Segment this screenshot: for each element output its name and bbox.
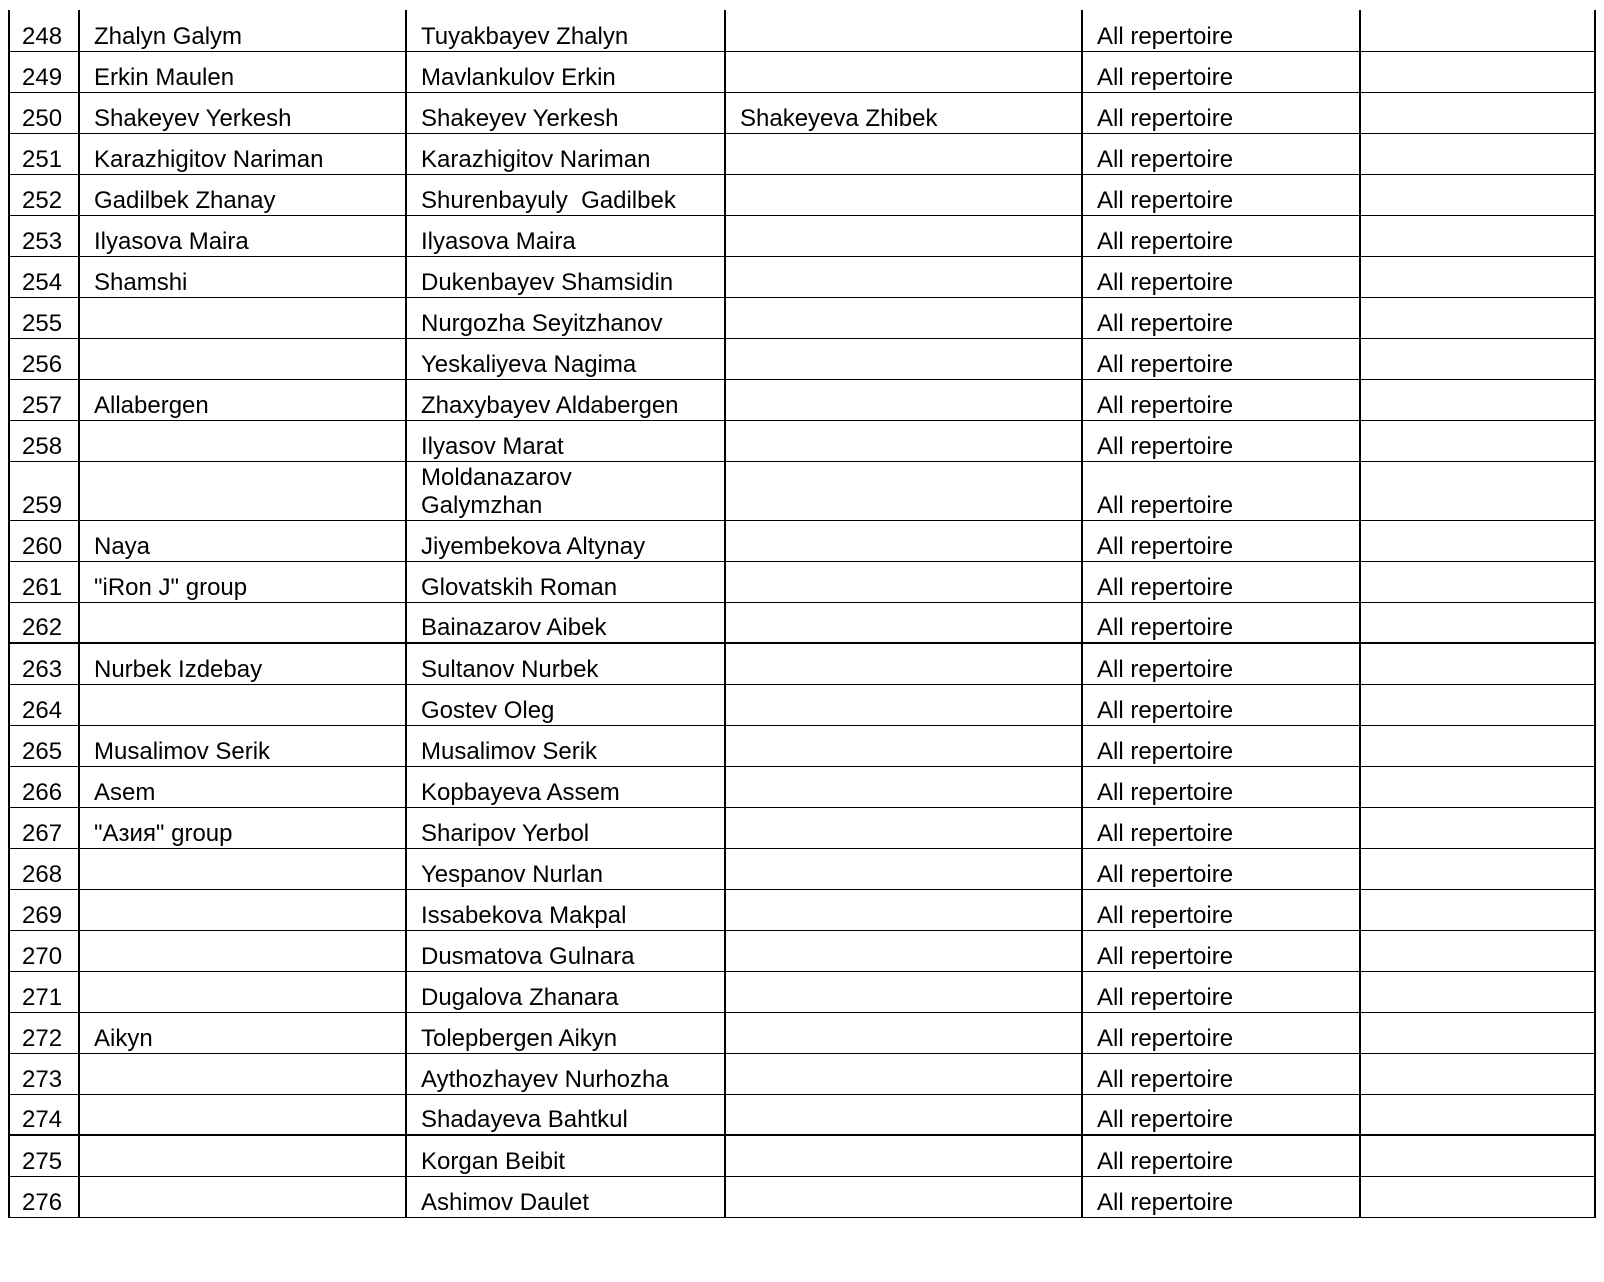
author-name-cell: Mavlankulov Erkin <box>406 51 725 92</box>
repertoire-cell: All repertoire <box>1082 379 1360 420</box>
co-holder-cell <box>725 461 1082 520</box>
author-name-cell: Jiyembekova Altynay <box>406 520 725 561</box>
pseudonym-cell <box>79 1053 406 1094</box>
author-name-cell: Tolepbergen Aikyn <box>406 1012 725 1053</box>
rights-holders-table <box>8 10 1596 1218</box>
co-holder-cell <box>725 684 1082 725</box>
row-number: 254 <box>9 256 79 297</box>
co-holder-cell <box>725 725 1082 766</box>
row-number: 264 <box>9 684 79 725</box>
table-row <box>9 10 1595 51</box>
pseudonym-cell: Shakeyev Yerkesh <box>79 92 406 133</box>
pseudonym-cell <box>79 338 406 379</box>
pseudonym-cell <box>79 1094 406 1135</box>
pseudonym-cell: Ilyasova Maira <box>79 215 406 256</box>
pseudonym-cell: Erkin Maulen <box>79 51 406 92</box>
co-holder-cell <box>725 379 1082 420</box>
row-number: 248 <box>9 10 79 51</box>
co-holder-cell <box>725 1176 1082 1217</box>
row-number: 262 <box>9 602 79 643</box>
pseudonym-cell <box>79 848 406 889</box>
row-number: 268 <box>9 848 79 889</box>
author-name-cell: Sharipov Yerbol <box>406 807 725 848</box>
note-cell <box>1360 684 1595 725</box>
table-row <box>9 461 1595 520</box>
author-name-cell: Gostev Oleg <box>406 684 725 725</box>
table-row <box>9 725 1595 766</box>
repertoire-cell: All repertoire <box>1082 92 1360 133</box>
co-holder-cell <box>725 561 1082 602</box>
author-name-cell: Aythozhayev Nurhozha <box>406 1053 725 1094</box>
row-number: 273 <box>9 1053 79 1094</box>
note-cell <box>1360 889 1595 930</box>
author-name-cell: Nurgozha Seyitzhanov <box>406 297 725 338</box>
table-row <box>9 338 1595 379</box>
table-row <box>9 1176 1595 1217</box>
row-number: 251 <box>9 133 79 174</box>
note-cell <box>1360 338 1595 379</box>
note-cell <box>1360 420 1595 461</box>
author-name-cell: Dugalova Zhanara <box>406 971 725 1012</box>
table-row <box>9 684 1595 725</box>
table-body <box>9 10 1595 1217</box>
author-name-cell: Karazhigitov Nariman <box>406 133 725 174</box>
pseudonym-cell <box>79 420 406 461</box>
author-name-cell: Bainazarov Aibek <box>406 602 725 643</box>
row-number: 275 <box>9 1135 79 1176</box>
co-holder-cell <box>725 133 1082 174</box>
co-holder-cell <box>725 1012 1082 1053</box>
row-number: 271 <box>9 971 79 1012</box>
pseudonym-cell <box>79 1135 406 1176</box>
pseudonym-cell: Nurbek Izdebay <box>79 643 406 684</box>
pseudonym-cell <box>79 971 406 1012</box>
row-number: 252 <box>9 174 79 215</box>
row-number: 265 <box>9 725 79 766</box>
row-number: 276 <box>9 1176 79 1217</box>
co-holder-cell: Shakeyeva Zhibek <box>725 92 1082 133</box>
table-row <box>9 1135 1595 1176</box>
pseudonym-cell: Musalimov Serik <box>79 725 406 766</box>
note-cell <box>1360 215 1595 256</box>
note-cell <box>1360 379 1595 420</box>
table-row <box>9 133 1595 174</box>
note-cell <box>1360 766 1595 807</box>
co-holder-cell <box>725 420 1082 461</box>
note-cell <box>1360 133 1595 174</box>
note-cell <box>1360 807 1595 848</box>
note-cell <box>1360 461 1595 520</box>
co-holder-cell <box>725 602 1082 643</box>
row-number: 250 <box>9 92 79 133</box>
repertoire-cell: All repertoire <box>1082 133 1360 174</box>
co-holder-cell <box>725 930 1082 971</box>
repertoire-cell: All repertoire <box>1082 684 1360 725</box>
note-cell <box>1360 848 1595 889</box>
table-row <box>9 1094 1595 1135</box>
author-name-cell: Kopbayeva Assem <box>406 766 725 807</box>
row-number: 253 <box>9 215 79 256</box>
pseudonym-cell <box>79 889 406 930</box>
author-name-cell: Ilyasov Marat <box>406 420 725 461</box>
pseudonym-cell <box>79 602 406 643</box>
note-cell <box>1360 92 1595 133</box>
note-cell <box>1360 1176 1595 1217</box>
co-holder-cell <box>725 10 1082 51</box>
author-name-cell: Musalimov Serik <box>406 725 725 766</box>
table-row <box>9 297 1595 338</box>
note-cell <box>1360 643 1595 684</box>
note-cell <box>1360 256 1595 297</box>
row-number: 263 <box>9 643 79 684</box>
author-name-cell: Moldanazarov Galymzhan <box>406 461 725 520</box>
repertoire-cell: All repertoire <box>1082 51 1360 92</box>
note-cell <box>1360 1012 1595 1053</box>
pseudonym-cell: Aikyn <box>79 1012 406 1053</box>
co-holder-cell <box>725 971 1082 1012</box>
author-name-cell: Ashimov Daulet <box>406 1176 725 1217</box>
repertoire-cell: All repertoire <box>1082 930 1360 971</box>
table-row <box>9 848 1595 889</box>
table-row <box>9 561 1595 602</box>
table-row <box>9 256 1595 297</box>
author-name-cell: Tuyakbayev Zhalyn <box>406 10 725 51</box>
repertoire-cell: All repertoire <box>1082 971 1360 1012</box>
author-name-cell: Yeskaliyeva Nagima <box>406 338 725 379</box>
row-number: 255 <box>9 297 79 338</box>
note-cell <box>1360 602 1595 643</box>
pseudonym-cell <box>79 297 406 338</box>
row-number: 272 <box>9 1012 79 1053</box>
table-row <box>9 51 1595 92</box>
row-number: 274 <box>9 1094 79 1135</box>
repertoire-cell: All repertoire <box>1082 10 1360 51</box>
author-name-cell: Shakeyev Yerkesh <box>406 92 725 133</box>
note-cell <box>1360 174 1595 215</box>
pseudonym-cell <box>79 684 406 725</box>
repertoire-cell: All repertoire <box>1082 297 1360 338</box>
pseudonym-cell: Shamshi <box>79 256 406 297</box>
co-holder-cell <box>725 256 1082 297</box>
author-name-cell: Glovatskih Roman <box>406 561 725 602</box>
repertoire-cell: All repertoire <box>1082 889 1360 930</box>
author-name-cell: Shurenbayuly Gadilbek <box>406 174 725 215</box>
table-row <box>9 1012 1595 1053</box>
row-number: 257 <box>9 379 79 420</box>
note-cell <box>1360 1094 1595 1135</box>
note-cell <box>1360 1053 1595 1094</box>
table-row <box>9 971 1595 1012</box>
co-holder-cell <box>725 174 1082 215</box>
author-name-cell: Ilyasova Maira <box>406 215 725 256</box>
note-cell <box>1360 520 1595 561</box>
table-row <box>9 602 1595 643</box>
row-number: 269 <box>9 889 79 930</box>
row-number: 258 <box>9 420 79 461</box>
co-holder-cell <box>725 766 1082 807</box>
repertoire-cell: All repertoire <box>1082 807 1360 848</box>
table-row <box>9 766 1595 807</box>
pseudonym-cell: "Азия" group <box>79 807 406 848</box>
co-holder-cell <box>725 807 1082 848</box>
table-row <box>9 930 1595 971</box>
pseudonym-cell: Zhalyn Galym <box>79 10 406 51</box>
co-holder-cell <box>725 1094 1082 1135</box>
table-row <box>9 643 1595 684</box>
author-name-cell: Yespanov Nurlan <box>406 848 725 889</box>
author-name-cell: Dukenbayev Shamsidin <box>406 256 725 297</box>
table-row <box>9 379 1595 420</box>
author-name-cell: Dusmatova Gulnara <box>406 930 725 971</box>
note-cell <box>1360 561 1595 602</box>
table-row <box>9 92 1595 133</box>
author-name-cell: Korgan Beibit <box>406 1135 725 1176</box>
note-cell <box>1360 51 1595 92</box>
note-cell <box>1360 971 1595 1012</box>
table-row <box>9 420 1595 461</box>
co-holder-cell <box>725 51 1082 92</box>
repertoire-cell: All repertoire <box>1082 338 1360 379</box>
table-row <box>9 215 1595 256</box>
co-holder-cell <box>725 297 1082 338</box>
repertoire-cell: All repertoire <box>1082 420 1360 461</box>
repertoire-cell: All repertoire <box>1082 256 1360 297</box>
repertoire-cell: All repertoire <box>1082 1053 1360 1094</box>
author-name-cell: Sultanov Nurbek <box>406 643 725 684</box>
author-name-cell: Shadayeva Bahtkul <box>406 1094 725 1135</box>
row-number: 259 <box>9 461 79 520</box>
repertoire-cell: All repertoire <box>1082 174 1360 215</box>
author-name-cell: Zhaxybayev Aldabergen <box>406 379 725 420</box>
pseudonym-cell: Allabergen <box>79 379 406 420</box>
row-number: 267 <box>9 807 79 848</box>
repertoire-cell: All repertoire <box>1082 1094 1360 1135</box>
co-holder-cell <box>725 643 1082 684</box>
repertoire-cell: All repertoire <box>1082 1135 1360 1176</box>
table-row <box>9 520 1595 561</box>
pseudonym-cell <box>79 930 406 971</box>
pseudonym-cell: Gadilbek Zhanay <box>79 174 406 215</box>
note-cell <box>1360 10 1595 51</box>
repertoire-cell: All repertoire <box>1082 725 1360 766</box>
repertoire-cell: All repertoire <box>1082 848 1360 889</box>
repertoire-cell: All repertoire <box>1082 1176 1360 1217</box>
co-holder-cell <box>725 215 1082 256</box>
row-number: 270 <box>9 930 79 971</box>
row-number: 266 <box>9 766 79 807</box>
note-cell <box>1360 725 1595 766</box>
row-number: 261 <box>9 561 79 602</box>
repertoire-cell: All repertoire <box>1082 461 1360 520</box>
pseudonym-cell: Asem <box>79 766 406 807</box>
pseudonym-cell <box>79 461 406 520</box>
table-row <box>9 807 1595 848</box>
table-row <box>9 889 1595 930</box>
repertoire-cell: All repertoire <box>1082 643 1360 684</box>
co-holder-cell <box>725 1135 1082 1176</box>
pseudonym-cell: "iRon J" group <box>79 561 406 602</box>
repertoire-cell: All repertoire <box>1082 1012 1360 1053</box>
table-row <box>9 174 1595 215</box>
co-holder-cell <box>725 889 1082 930</box>
repertoire-cell: All repertoire <box>1082 766 1360 807</box>
note-cell <box>1360 297 1595 338</box>
co-holder-cell <box>725 520 1082 561</box>
row-number: 260 <box>9 520 79 561</box>
row-number: 256 <box>9 338 79 379</box>
author-name-cell: Issabekova Makpal <box>406 889 725 930</box>
repertoire-cell: All repertoire <box>1082 602 1360 643</box>
pseudonym-cell <box>79 1176 406 1217</box>
table-row <box>9 1053 1595 1094</box>
row-number: 249 <box>9 51 79 92</box>
repertoire-cell: All repertoire <box>1082 520 1360 561</box>
pseudonym-cell: Karazhigitov Nariman <box>79 133 406 174</box>
co-holder-cell <box>725 1053 1082 1094</box>
co-holder-cell <box>725 338 1082 379</box>
document-page <box>8 10 1594 1218</box>
repertoire-cell: All repertoire <box>1082 561 1360 602</box>
pseudonym-cell: Naya <box>79 520 406 561</box>
repertoire-cell: All repertoire <box>1082 215 1360 256</box>
co-holder-cell <box>725 848 1082 889</box>
note-cell <box>1360 930 1595 971</box>
note-cell <box>1360 1135 1595 1176</box>
